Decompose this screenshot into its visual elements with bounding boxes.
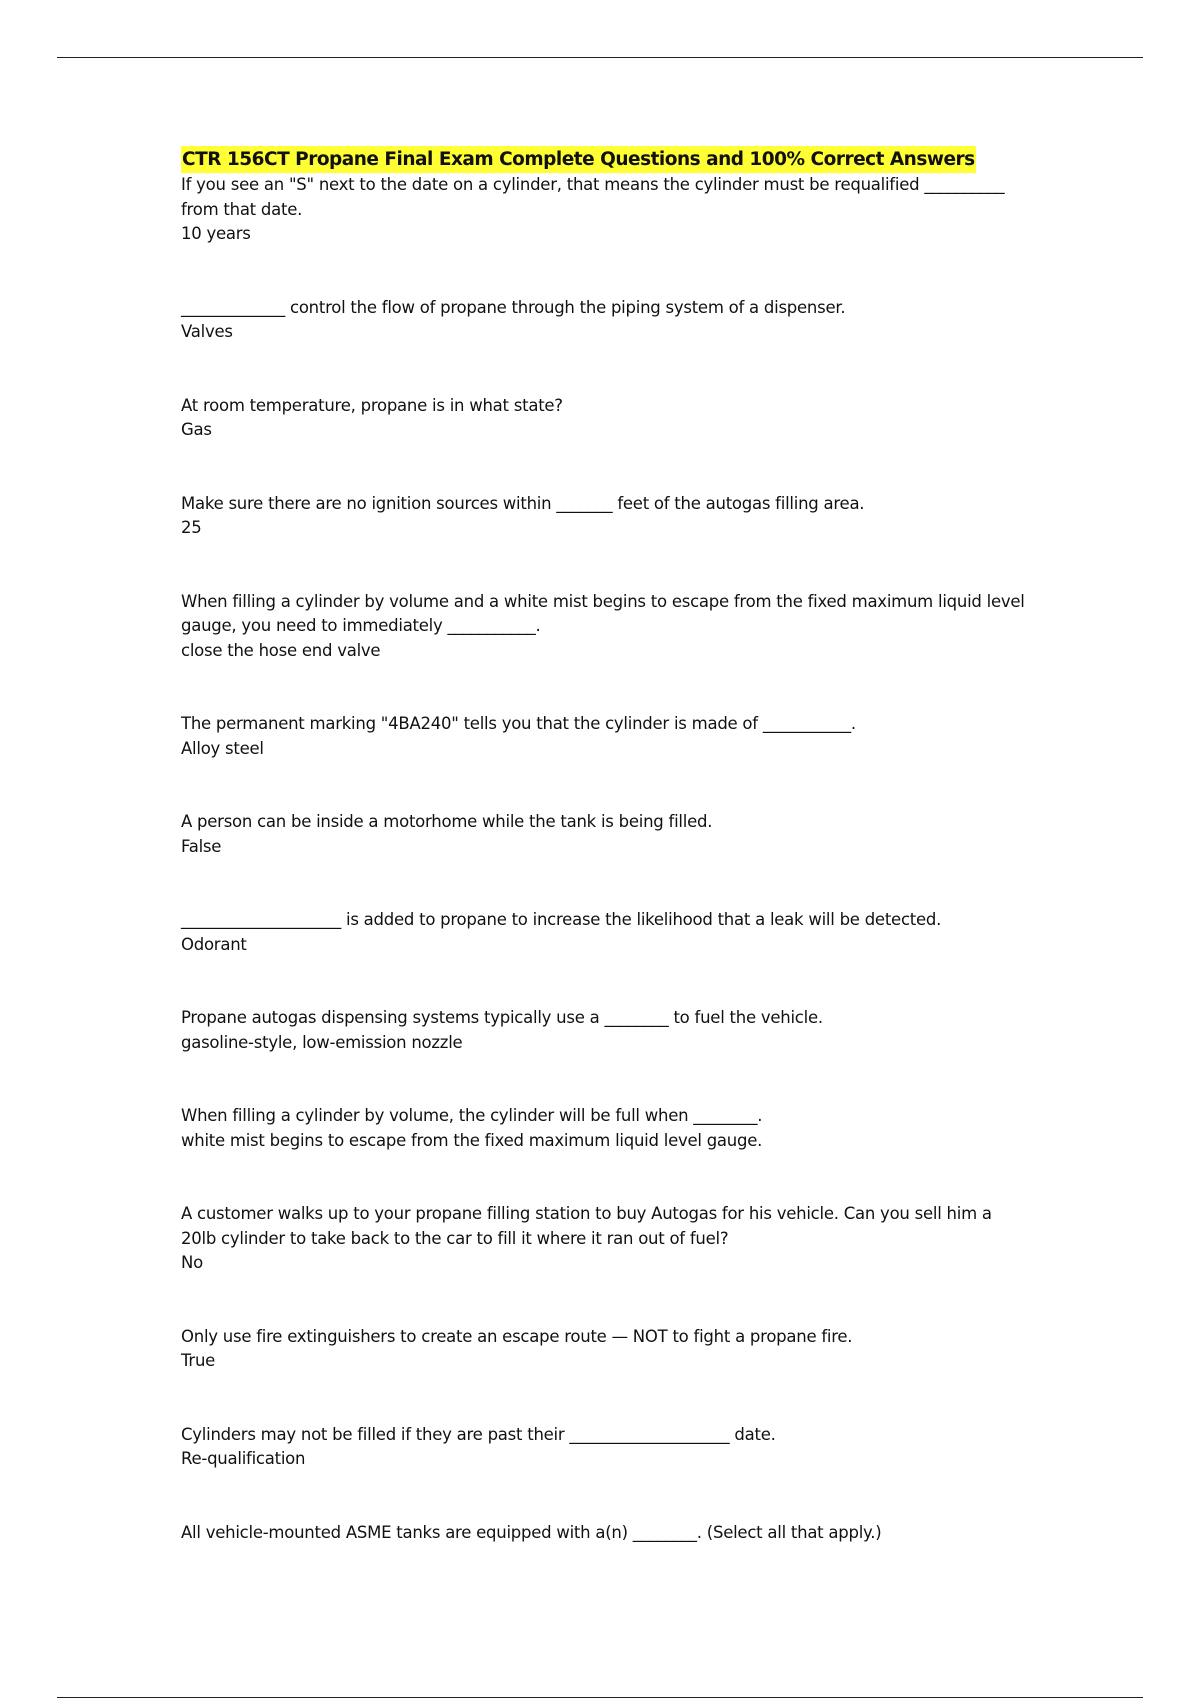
answer-text: gasoline-style, low-emission nozzle: [181, 1032, 463, 1052]
qa-item: [181, 712, 1026, 761]
answer-text: False: [181, 836, 222, 856]
question-text: Only use fire extinguishers to create an escape route — NOT to fight a propane fire.: [181, 1326, 853, 1346]
question-text: If you see an "S" next to the date on a cylinder, that means the cylinder must be requalified __________ from that date.: [181, 175, 1010, 219]
question-text: Cylinders may not be filled if they are past their ____________________ date.: [181, 1424, 776, 1444]
page-top-rule: [57, 57, 1143, 58]
page-bottom-rule: [57, 1697, 1143, 1698]
answer-text: Re-qualification: [181, 1449, 306, 1468]
qa-item: [181, 810, 1026, 859]
qa-item: [181, 1104, 1026, 1153]
answer-text: Valves: [181, 322, 233, 341]
question-text: When filling a cylinder by volume, the cylinder will be full when ________.: [181, 1106, 763, 1125]
qa-item: [181, 296, 1026, 345]
question-text: Propane autogas dispensing systems typically use a ________ to fuel the vehicle.: [181, 1008, 823, 1027]
question-text: ____________________ is added to propane to increase the likelihood that a leak will be detected.: [181, 910, 942, 929]
question-text: All vehicle-mounted ASME tanks are equipped with a(n) ________. (Select all that apply.): [181, 1522, 882, 1542]
qa-item: [181, 394, 1026, 443]
qa-item: [181, 173, 1026, 247]
qa-list: [181, 173, 1030, 1545]
qa-item: [181, 1521, 1026, 1546]
qa-item: [181, 1202, 1026, 1276]
answer-text: 10 years: [181, 224, 251, 243]
question-text: At room temperature, propane is in what state?: [181, 395, 563, 415]
document-body: [181, 146, 1030, 1594]
answer-text: 25: [181, 518, 202, 537]
answer-text: white mist begins to escape from the fixed maximum liquid level gauge.: [181, 1130, 763, 1150]
qa-item: [181, 492, 1026, 541]
answer-text: Odorant: [181, 934, 247, 954]
question-text: A person can be inside a motorhome while the tank is being filled.: [181, 812, 713, 831]
question-text: When filling a cylinder by volume and a white mist begins to escape from the fixed maximum liquid level gauge, you need to immediately ___________.: [181, 591, 1030, 635]
answer-text: Alloy steel: [181, 738, 264, 758]
answer-text: True: [181, 1351, 216, 1370]
qa-item: [181, 1006, 1026, 1055]
question-text: The permanent marking "4BA240" tells you that the cylinder is made of ___________.: [181, 714, 856, 733]
qa-item: [181, 590, 1030, 664]
document-title: CTR 156CT Propane Final Exam Complete Questions and 100% Correct Answers: [181, 146, 976, 173]
question-text: _____________ control the flow of propane through the piping system of a dispenser.: [181, 297, 846, 317]
question-text: Make sure there are no ignition sources within _______ feet of the autogas filling area.: [181, 493, 865, 513]
answer-text: No: [181, 1253, 203, 1272]
answer-text: Gas: [181, 420, 212, 439]
qa-item: [181, 1325, 1026, 1374]
qa-item: [181, 908, 1026, 957]
answer-text: close the hose end valve: [181, 640, 381, 660]
qa-item: [181, 1423, 1026, 1472]
question-text: A customer walks up to your propane filling station to buy Autogas for his vehicle. Can you sell him a 20lb cylinder to take back to the car to fill it where it ran out of fuel?: [181, 1204, 997, 1248]
